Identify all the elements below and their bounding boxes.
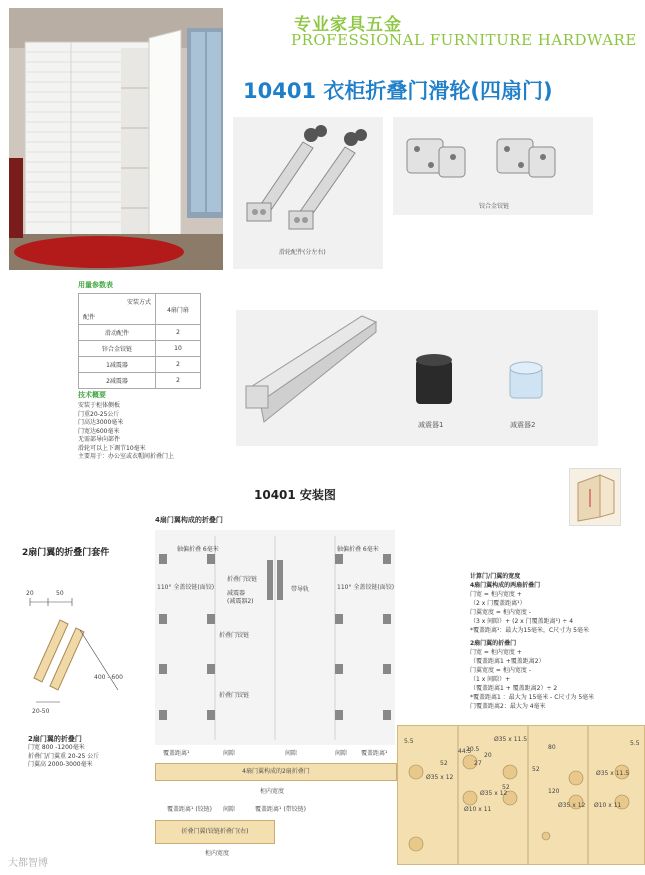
hole-layout-drawing bbox=[398, 726, 644, 864]
dim-lower-cover-right: 覆盖距离¹ (带铰链) bbox=[255, 806, 306, 813]
table-row bbox=[79, 341, 201, 357]
four-leaf-diagram bbox=[155, 530, 395, 745]
formula-line: （3 x 间隙）+ (2 x 门覆盖距离¹) ÷ 4 bbox=[470, 618, 574, 625]
two-leaf-heading: 2扇门翼的折叠门套件 bbox=[22, 548, 110, 558]
install-title: 10401 安装图 bbox=[254, 488, 336, 502]
tech-summary bbox=[78, 390, 218, 462]
damper1-label: 减震器1 bbox=[418, 421, 444, 429]
four-leaf-heading: 4扇门翼构成的折叠门 bbox=[155, 516, 223, 524]
slide-fittings-panel bbox=[233, 117, 383, 269]
spec-line: 无需部导向部件 bbox=[78, 436, 121, 443]
hole-dim: Ø35 x 12 bbox=[558, 802, 586, 809]
usage-table bbox=[78, 293, 201, 389]
usage-header-parts: 配件 bbox=[83, 314, 96, 321]
dim-lower-cover-left: 覆盖距离¹ (铰链) bbox=[167, 806, 212, 813]
hole-dim: Ø10 x 11 bbox=[464, 806, 492, 813]
hole-dim: Ø35 x 11.5 bbox=[596, 770, 630, 777]
formula-line: 门翼宽度 = 柜内宽度 - bbox=[470, 609, 531, 616]
formula-block bbox=[470, 572, 640, 711]
label-damper2: (减震器2) bbox=[227, 598, 254, 605]
two-leaf-specs bbox=[28, 734, 148, 770]
dim-20-50: 20-50 bbox=[32, 708, 50, 715]
label-fold-hinge-3: 折叠门铰链 bbox=[219, 692, 250, 699]
table-row bbox=[79, 357, 201, 373]
formula-line: （1 x 间隙）+ bbox=[470, 676, 511, 683]
usage-heading: 用量参数表 bbox=[78, 281, 113, 289]
dim-cover-left: 覆盖距离¹ bbox=[163, 750, 190, 757]
cabinet-thumbnail bbox=[569, 468, 621, 526]
hole-dim: Ø35 x 12 bbox=[480, 790, 508, 797]
formula-line: 门宽 = 柜内宽度 + bbox=[470, 649, 522, 656]
spec-line: 门宽 800 -1200毫米 bbox=[28, 744, 85, 751]
usage-header-col: 4扇门扇 bbox=[156, 294, 201, 325]
dim-lower-gap: 间隙 bbox=[223, 806, 236, 813]
label-rail: 带导轨 bbox=[291, 586, 310, 593]
usage-header-install: 安装方式 bbox=[126, 299, 151, 306]
rail-image bbox=[236, 310, 598, 446]
usage-row-name: 锌合金铰链 bbox=[79, 341, 156, 357]
total-width-label: 柜内宽度 bbox=[260, 788, 285, 795]
dim-gap-2: 间隙 bbox=[285, 750, 298, 757]
hole-dim: 5.5 bbox=[630, 740, 640, 747]
label-fold-hinge-2: 折叠门铰链 bbox=[219, 632, 250, 639]
hole-dim: 80 bbox=[548, 744, 556, 751]
hole-dim: 27 bbox=[474, 760, 482, 767]
wardrobe-photo bbox=[9, 8, 223, 270]
rail-dampers-panel bbox=[236, 310, 598, 446]
label-offset-right: 轴偏折叠 6毫米 bbox=[337, 546, 379, 553]
hole-dim: 5.5 bbox=[404, 738, 414, 745]
two-leaf-spec-heading: 2扇门翼的折叠门 bbox=[28, 735, 82, 743]
spec-line: 安装于柜体侧板 bbox=[78, 402, 121, 409]
usage-row-qty: 2 bbox=[156, 373, 201, 389]
hole-dim: Ø10 x 11 bbox=[594, 802, 622, 809]
spec-line: 门翼高 2000-3000毫米 bbox=[28, 761, 93, 768]
tech-heading: 技术概要 bbox=[78, 391, 106, 399]
page-title: 10401 衣柜折叠门滑轮(四扇门) bbox=[243, 79, 553, 103]
lower-dims-row bbox=[155, 804, 315, 814]
table-row bbox=[79, 325, 201, 341]
formula-note: *覆盖距离¹：最大为15毫米，C尺寸为 5毫米 bbox=[470, 627, 589, 634]
lower-total-label: 柜内宽度 bbox=[205, 850, 230, 857]
usage-row-qty: 10 bbox=[156, 341, 201, 357]
formula-line: （覆盖距离1 + 覆盖距离2）÷ 2 bbox=[470, 685, 558, 692]
dim-400-600: 400 - 600 bbox=[94, 674, 123, 681]
usage-row-qty: 2 bbox=[156, 325, 201, 341]
table-row bbox=[79, 373, 201, 389]
usage-row-name: 滑动配件 bbox=[79, 325, 156, 341]
two-leaf-strip-label: 折叠门翼(铰链折叠门(右) bbox=[181, 828, 249, 835]
dim-20: 20 bbox=[26, 590, 34, 597]
two-leaf-diagram bbox=[22, 590, 152, 720]
spec-line: 主要用于：办公室或衣帽间折叠门上 bbox=[78, 453, 175, 460]
formula-sub2: 2扇门翼的折叠门 bbox=[470, 640, 517, 647]
formula-line: （2 x 门覆盖距离¹） bbox=[470, 600, 526, 607]
hole-dim: 52 bbox=[440, 760, 448, 767]
hinges-image bbox=[393, 117, 593, 197]
four-leaf-strip bbox=[155, 763, 397, 781]
formula-note: 门覆盖距离2：最大为 4毫米 bbox=[470, 703, 546, 710]
dim-gap-1: 间隙 bbox=[223, 750, 236, 757]
label-fold-hinge: 折叠门铰链 bbox=[227, 576, 258, 583]
formula-sub1: 4扇门翼构成的两扇折叠门 bbox=[470, 582, 541, 589]
slide-fittings-caption: 滑轮配件(分左右) bbox=[279, 249, 326, 256]
label-offset-left: 轴偏折叠 6毫米 bbox=[177, 546, 219, 553]
usage-row-name: 2减震器 bbox=[79, 373, 156, 389]
dim-cover-right: 覆盖距离¹ bbox=[361, 750, 388, 757]
damper2-label: 减震器2 bbox=[510, 421, 536, 429]
formula-note: *覆盖距离1 ：最大为 15毫米 - C尺寸为 5毫米 bbox=[470, 694, 595, 701]
hole-layout-panel bbox=[397, 725, 645, 865]
formula-title: 计算门/门翼的宽度 bbox=[470, 573, 521, 580]
usage-row-name: 1减震器 bbox=[79, 357, 156, 373]
hinges-panel bbox=[393, 117, 593, 215]
hole-dim: 120 bbox=[548, 788, 560, 795]
formula-line: 门翼宽度 = 柜内宽度 - bbox=[470, 667, 531, 674]
dim-50: 50 bbox=[56, 590, 64, 597]
dim-gap-3: 间隙 bbox=[335, 750, 348, 757]
hinges-caption: 铰合金铰链 bbox=[479, 203, 510, 210]
hole-dim: 20.5 bbox=[466, 746, 480, 753]
brand-cn: 专业家具五金 bbox=[294, 15, 402, 35]
hole-dim: 52 bbox=[502, 784, 510, 791]
label-damper: 减震器 bbox=[227, 590, 246, 597]
bottom-dims-row bbox=[155, 748, 395, 758]
brand-en: PROFESSIONAL FURNITURE HARDWARE bbox=[291, 31, 637, 49]
hole-dim: 52 bbox=[532, 766, 540, 773]
spec-line: 门高达3000毫米 bbox=[78, 419, 124, 426]
label-hinge-right: 110° 全盖铰链(面铰) bbox=[337, 584, 395, 591]
watermark: 大都智博 bbox=[8, 858, 48, 869]
formula-line: （覆盖距离1 +覆盖距离2） bbox=[470, 658, 545, 665]
usage-table-block bbox=[78, 280, 206, 389]
hole-dim: 44.5 bbox=[458, 748, 472, 755]
hole-dim: Ø35 x 11.5 bbox=[494, 736, 528, 743]
formula-line: 门宽 = 柜内宽度 + bbox=[470, 591, 522, 598]
spec-line: 门重20-25公斤 bbox=[78, 410, 120, 418]
usage-row-qty: 2 bbox=[156, 357, 201, 373]
spec-line: 滑轮可以上下调节10毫米 bbox=[78, 444, 146, 452]
hole-dim: 20 bbox=[484, 752, 492, 759]
four-leaf-strip-label: 4扇门翼构成的2扇折叠门 bbox=[242, 768, 310, 775]
two-leaf-strip bbox=[155, 820, 275, 844]
spec-line: 门宽达600毫米 bbox=[78, 427, 120, 435]
label-hinge-left: 110° 全盖铰链(面铰) bbox=[157, 584, 215, 591]
hole-dim: Ø35 x 12 bbox=[426, 774, 454, 781]
spec-line: 折叠门/门翼重 20-25 公斤 bbox=[28, 752, 100, 760]
